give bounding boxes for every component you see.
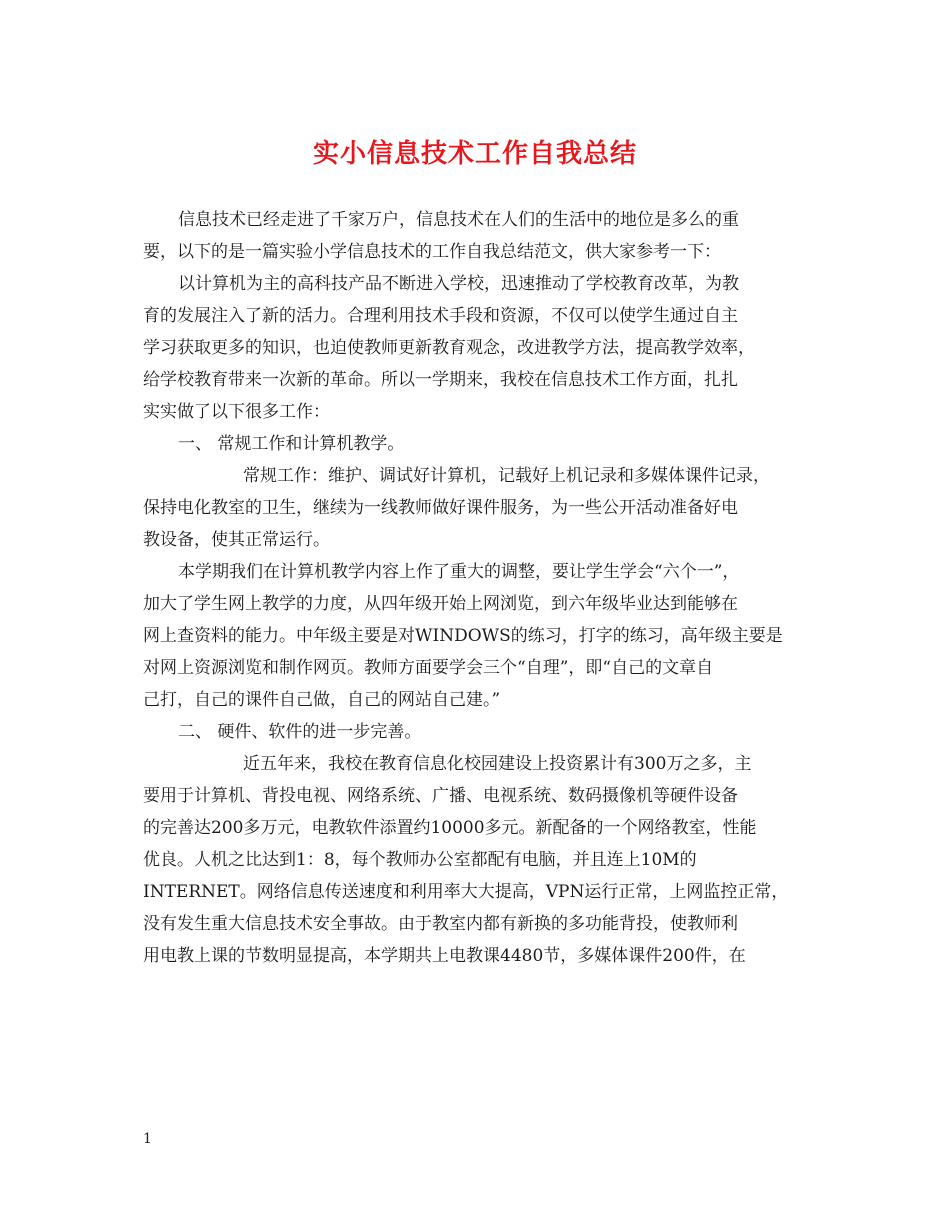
- text-line: 的完善达200多万元，电教软件添置约10000多元。新配备的一个网络教室，性能: [143, 818, 757, 838]
- text-line: 学习获取更多的知识，也迫使教师更新教育观念，改进教学方法，提高教学效率，: [143, 338, 755, 358]
- text-line: INTERNET。网络信息传送速度和利用率大大提高，VPN运行正常，上网监控正常，: [143, 882, 789, 902]
- text-line: 给学校教育带来一次新的革命。所以一学期来，我校在信息技术工作方面，扎扎: [143, 370, 738, 390]
- text-line: 没有发生重大信息技术安全事故。由于教室内都有新换的多功能背投，使教师利: [143, 914, 738, 934]
- text-line: 常规工作：维护、调试好计算机，记载好上机记录和多媒体课件记录，: [243, 466, 770, 486]
- text-line: 对网上资源浏览和制作网页。教师方面要学会三个“自理”，即“自己的文章自: [143, 658, 714, 678]
- text-line: 近五年来，我校在教育信息化校园建设上投资累计有300万之多，主: [243, 754, 752, 774]
- section-heading: 二、 硬件、软件的进一步完善。: [178, 722, 422, 742]
- text-line: 用电教上课的节数明显提高，本学期共上电教课4480节，多媒体课件200件，在: [143, 946, 746, 966]
- document-body: [143, 204, 810, 972]
- text-line: 要用于计算机、背投电视、网络系统、广播、电视系统、数码摄像机等硬件设备: [143, 786, 738, 806]
- text-line: 网上查资料的能力。中年级主要是对WINDOWS的练习，打字的练习，高年级主要是: [143, 626, 783, 646]
- text-line: 优良。人机之比达到1：8，每个教师办公室都配有电脑，并且连上10M的: [143, 850, 697, 870]
- text-line: 己打，自己的课件自己做，自己的网站自己建。”: [143, 690, 501, 710]
- text-line: 以计算机为主的高科技产品不断进入学校，迅速推动了学校教育改革，为教: [178, 274, 739, 294]
- text-line: 要，以下的是一篇实验小学信息技术的工作自我总结范文，供大家参考一下：: [143, 242, 721, 262]
- page-number: 1: [143, 1131, 152, 1147]
- section-heading: 一、 常规工作和计算机教学。: [178, 434, 405, 454]
- text-line: 保持电化教室的卫生，继续为一线教师做好课件服务，为一些公开活动准备好电: [143, 498, 738, 518]
- text-line: 本学期我们在计算机教学内容上作了重大的调整，要让学生学会“六个一”，: [178, 562, 740, 582]
- text-line: 信息技术已经走进了千家万户，信息技术在人们的生活中的地位是多么的重: [178, 210, 739, 230]
- document-title: 实小信息技术工作自我总结: [312, 139, 637, 169]
- text-line: 教设备，使其正常运行。: [143, 530, 330, 550]
- text-line: 实实做了以下很多工作：: [143, 402, 330, 422]
- text-line: 加大了学生网上教学的力度，从四年级开始上网浏览，到六年级毕业达到能够在: [143, 594, 738, 614]
- text-line: 育的发展注入了新的活力。合理利用技术手段和资源，不仅可以使学生通过自主: [143, 306, 738, 326]
